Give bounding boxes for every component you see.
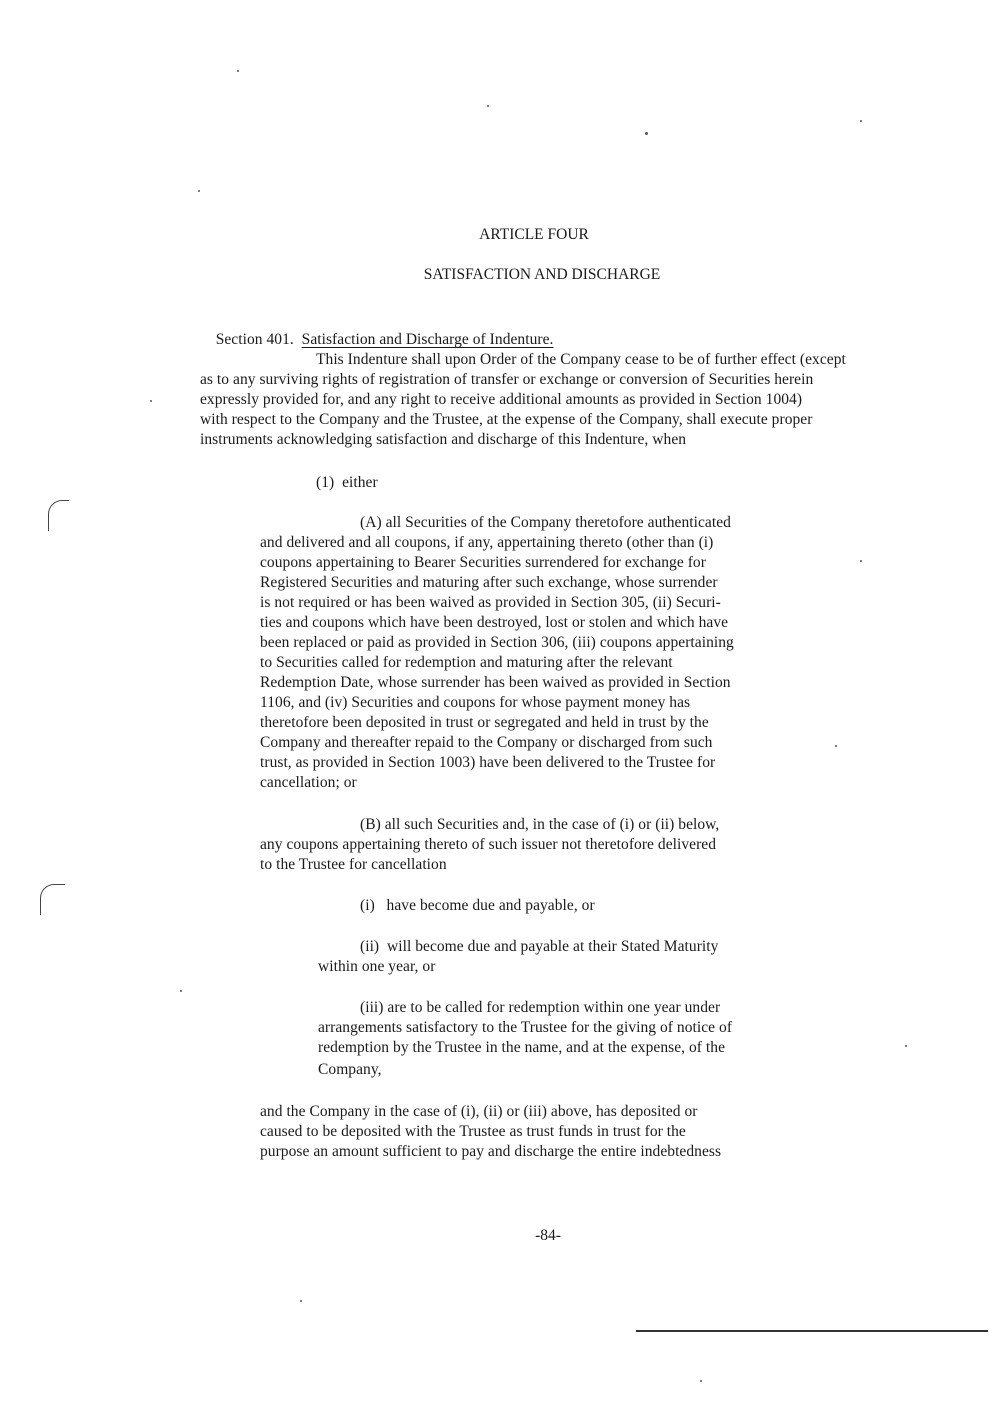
sub-clause-iii-line: Company,	[318, 1061, 382, 1078]
clause-a-line: cancellation; or	[260, 774, 357, 791]
intro-line: expressly provided for, and any right to receive additional amounts as provided in Section 1004)	[200, 391, 803, 408]
clause-1: (1) either	[316, 474, 378, 491]
sub-clause-ii-line: within one year, or	[318, 958, 436, 975]
page-number: -84-	[535, 1227, 561, 1244]
clause-a-line: ties and coupons which have been destroyed, lost or stolen and which have	[260, 614, 729, 631]
clause-a-line: 1106, and (iv) Securities and coupons for whose payment money has	[260, 694, 691, 711]
sub-clause-iii-line: arrangements satisfactory to the Trustee for the giving of notice of	[318, 1019, 733, 1036]
article-subheading: SATISFACTION AND DISCHARGE	[423, 266, 661, 283]
clause-a-line: trust, as provided in Section 1003) have been delivered to the Trustee for	[260, 754, 716, 771]
sub-clause-iii-line: redemption by the Trustee in the name, and at the expense, of the	[318, 1039, 726, 1056]
clause-a-line: and delivered and all coupons, if any, appertaining thereto (other than (i)	[260, 534, 714, 551]
clause-a-line: theretofore been deposited in trust or segregated and held in trust by the	[260, 714, 709, 731]
clause-a-line: coupons appertaining to Bearer Securities surrendered for exchange for	[260, 554, 706, 571]
scan-speck	[180, 990, 182, 992]
scan-speck	[487, 105, 489, 107]
clause-b-line: to the Trustee for cancellation	[260, 856, 447, 873]
clause-a-line: Redemption Date, whose surrender has been waived as provided in Section	[260, 674, 731, 691]
bottom-rule	[636, 1330, 988, 1332]
scan-speck	[150, 400, 152, 402]
intro-line: as to any surviving rights of registration of transfer or exchange or conversion of Securities herein	[200, 371, 814, 388]
scan-speck	[237, 70, 239, 72]
scan-speck	[905, 1045, 907, 1047]
sub-clause-ii-line: (ii) will become due and payable at their Stated Maturity	[360, 938, 719, 955]
scan-speck	[300, 1300, 302, 1302]
punch-hole-mark	[48, 500, 69, 531]
clause-a-line: (A) all Securities of the Company theretofore authenticated	[360, 514, 731, 531]
clause-a-line: been replaced or paid as provided in Section 306, (iii) coupons appertaining	[260, 634, 734, 651]
clause-b-line: any coupons appertaining thereto of such issuer not theretofore delivered	[260, 836, 717, 853]
intro-line: instruments acknowledging satisfaction and discharge of this Indenture, when	[200, 431, 687, 448]
sub-clause-iii-line: (iii) are to be called for redemption within one year under	[360, 999, 721, 1016]
closing-line: caused to be deposited with the Trustee as trust funds in trust for the	[260, 1123, 686, 1140]
clause-a-line: is not required or has been waived as provided in Section 305, (ii) Securi-	[260, 594, 721, 611]
clause-b-line: (B) all such Securities and, in the case of (i) or (ii) below,	[360, 816, 720, 833]
sub-clause-i: (i) have become due and payable, or	[360, 897, 595, 914]
punch-hole-mark	[40, 884, 65, 915]
scan-speck	[835, 745, 837, 747]
scan-speck	[860, 120, 862, 122]
scan-speck	[198, 190, 200, 192]
article-heading: ARTICLE FOUR	[479, 226, 589, 243]
section-number: Section 401.	[215, 331, 294, 348]
closing-line: and the Company in the case of (i), (ii) or (iii) above, has deposited or	[260, 1103, 698, 1120]
intro-line: This Indenture shall upon Order of the Company cease to be of further effect (except	[316, 351, 846, 368]
clause-a-line: Registered Securities and maturing after such exchange, whose surrender	[260, 574, 718, 591]
intro-line: with respect to the Company and the Trustee, at the expense of the Company, shall execute proper	[200, 411, 813, 428]
scan-speck	[860, 560, 862, 562]
section-title: Satisfaction and Discharge of Indenture.	[301, 331, 554, 348]
clause-a-line: Company and thereafter repaid to the Company or discharged from such	[260, 734, 713, 751]
scan-speck	[645, 132, 648, 135]
closing-line: purpose an amount sufficient to pay and discharge the entire indebtedness	[260, 1143, 722, 1160]
clause-a-line: to Securities called for redemption and maturing after the relevant	[260, 654, 673, 671]
scan-speck	[700, 1380, 702, 1382]
